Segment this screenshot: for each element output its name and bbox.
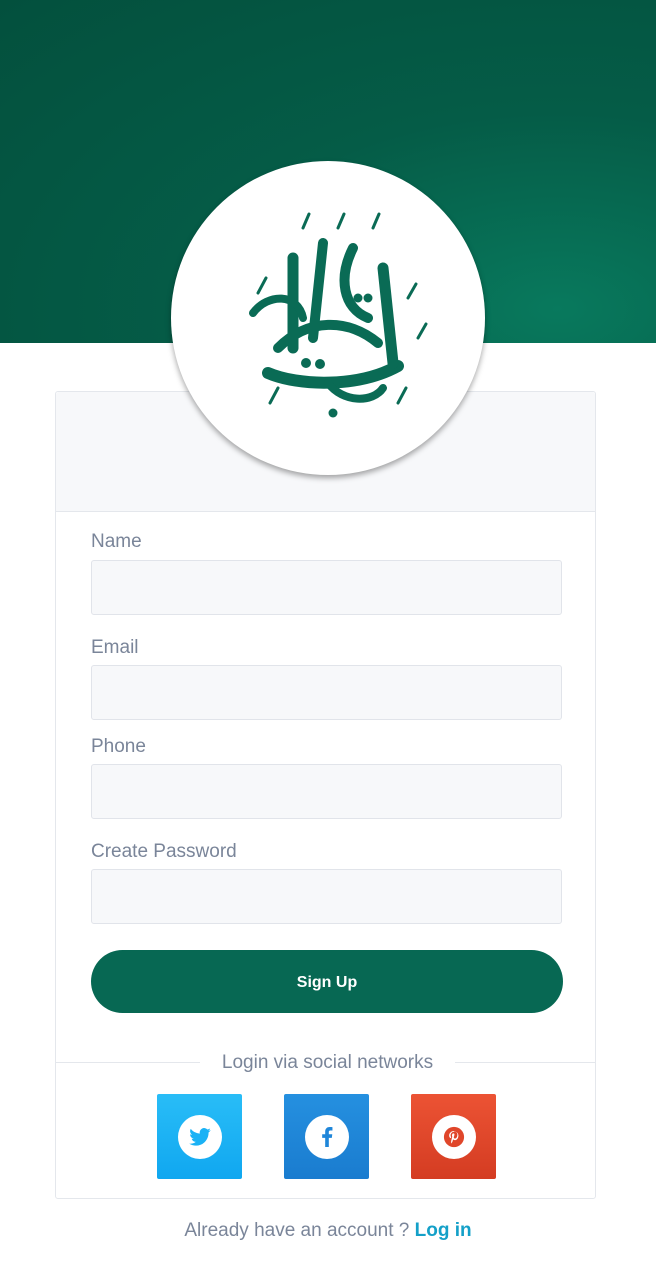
pinterest-login-button[interactable] xyxy=(411,1094,496,1179)
name-input[interactable] xyxy=(91,560,562,615)
facebook-login-button[interactable] xyxy=(284,1094,369,1179)
email-label: Email xyxy=(91,637,139,658)
create-password-label: Create Password xyxy=(91,841,237,862)
login-prompt xyxy=(0,1220,656,1242)
create-password-input[interactable] xyxy=(91,869,562,924)
twitter-login-button[interactable] xyxy=(157,1094,242,1179)
twitter-icon xyxy=(189,1128,211,1146)
phone-label: Phone xyxy=(91,736,146,757)
pinterest-icon xyxy=(443,1126,465,1148)
facebook-icon xyxy=(321,1127,333,1147)
app-logo xyxy=(171,161,485,475)
login-prompt-text: Already have an account ? xyxy=(184,1220,415,1241)
arabic-calligraphy-logo-icon xyxy=(208,198,448,438)
phone-input[interactable] xyxy=(91,764,562,819)
sign-up-button[interactable]: Sign Up xyxy=(91,950,563,1013)
name-label: Name xyxy=(91,531,142,552)
email-input[interactable] xyxy=(91,665,562,720)
social-login-title: Login via social networks xyxy=(200,1050,455,1076)
log-in-link[interactable]: Log in xyxy=(414,1220,472,1241)
